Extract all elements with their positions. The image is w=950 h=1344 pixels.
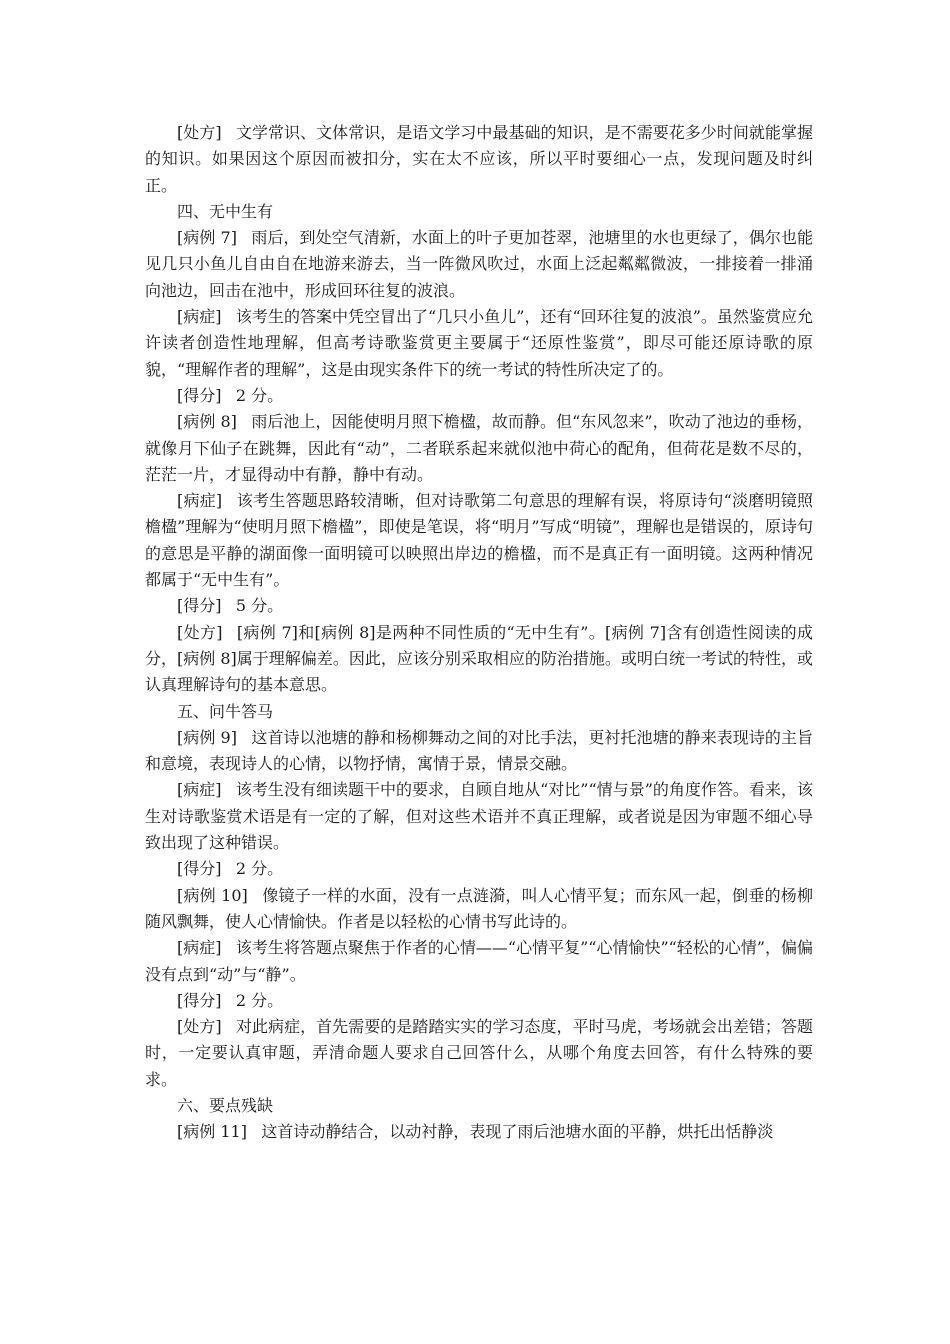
paragraph-text: 该考生将答题点聚焦于作者的心情——“心情平复”“心情愉快”“轻松的心情”，偏偏没有点到“动”与“静”。	[145, 938, 813, 984]
paragraph-tag: [处方]	[177, 1017, 222, 1037]
paragraph-tag: [病症]	[177, 938, 222, 958]
paragraph-score-10	[145, 988, 813, 1014]
paragraph-tag: [病症]	[177, 307, 222, 327]
paragraph-text: 2 分。	[235, 859, 284, 879]
paragraph-prescription-2	[145, 620, 813, 699]
paragraph-text: 5 分。	[235, 596, 284, 616]
paragraph-prescription-1	[145, 120, 813, 199]
paragraph-text: 像镜子一样的水面，没有一点涟漪，叫人心情平复；而东风一起，倒垂的杨柳随风飘舞，使人心情愉快。作者是以轻松的心情书写此诗的。	[145, 885, 813, 931]
section-heading-4: 四、无中生有	[177, 201, 274, 221]
paragraph-tag: [得分]	[177, 385, 222, 405]
paragraph-tag: [处方]	[177, 123, 222, 142]
paragraph-tag: [病例 9]	[177, 727, 237, 747]
paragraph-tag: [处方]	[177, 622, 223, 642]
paragraph-case-9	[145, 725, 813, 778]
paragraph-tag: [病例 10]	[177, 885, 248, 905]
paragraph-case-11	[145, 1119, 813, 1145]
paragraph-tag: [病症]	[177, 491, 223, 511]
paragraph-case-10	[145, 883, 813, 936]
paragraph-score-9	[145, 856, 813, 882]
paragraph-tag: [得分]	[177, 596, 222, 616]
document-body	[145, 120, 813, 1146]
paragraph-tag: [病例 8]	[177, 412, 237, 432]
paragraph-score-8	[145, 593, 813, 619]
section-heading-5: 五、问牛答马	[177, 701, 274, 721]
paragraph-tag: [得分]	[177, 990, 222, 1010]
paragraph-symptom-10	[145, 935, 813, 988]
paragraph-prescription-3	[145, 1014, 813, 1093]
paragraph-case-7	[145, 225, 813, 304]
paragraph-text: 2 分。	[235, 385, 284, 405]
paragraph-text: 该考生没有细读题干中的要求，自顾自地从“对比”“情与景”的角度作答。看来，该生对诗歌鉴赏术语是有一定的了解，但对这些术语并不真正理解，或者说是因为审题不细心导致出现了这种错误。	[145, 780, 813, 853]
paragraph-symptom-8	[145, 488, 813, 593]
paragraph-score-7	[145, 383, 813, 409]
paragraph-text: 对此病症，首先需要的是踏踏实实的学习态度，平时马虎，考场就会出差错；答题时，一定要认真审题，弄清命题人要求自己回答什么，从哪个角度去回答，有什么特殊的要求。	[145, 1017, 813, 1089]
paragraph-text: 该考生答题思路较清晰，但对诗歌第二句意思的理解有误，将原诗句“淡磨明镜照檐楹”理解为“使明月照下檐楹”，即使是笔误，将“明月”写成“明镜”，理解也是错误的，原诗句的意思是平静的湖面像一面明镜可以映照出岸边的檐楹，而不是真正有一面明镜。这两种情况都属于“无中生有”。	[145, 491, 813, 590]
paragraph-text: 这首诗以池塘的静和杨柳舞动之间的对比手法，更衬托池塘的静来表现诗的主旨和意境，表现诗人的心情，以物抒情，寓情于景，情景交融。	[145, 727, 813, 774]
section-heading-6: 六、要点残缺	[177, 1095, 274, 1115]
paragraph-text: 2 分。	[235, 990, 284, 1010]
paragraph-tag: [得分]	[177, 859, 222, 879]
paragraph-text: [病例 7]和[病例 8]是两种不同性质的“无中生有”。[病例 7]含有创造性阅读的成分，[病例 8]属于理解偏差。因此，应该分别采取相应的防治措施。或明白统一考试的特性，或认真理解诗句的基本意思。	[145, 622, 813, 695]
paragraph-text: 这首诗动静结合，以动衬静，表现了雨后池塘水面的平静，烘托出恬静淡	[261, 1122, 774, 1142]
paragraph-symptom-9	[145, 777, 813, 856]
paragraph-text: 文学常识、文体常识，是语文学习中最基础的知识，是不需要花多少时间就能掌握的知识。如果因这个原因而被扣分，实在太不应该，所以平时要细心一点，发现问题及时纠正。	[145, 123, 813, 195]
paragraph-symptom-7	[145, 304, 813, 383]
paragraph-text: 雨后，到处空气清新，水面上的叶子更加苍翠，池塘里的水也更绿了，偶尔也能见几只小鱼儿自由自在地游来游去，当一阵微风吹过，水面上泛起粼粼微波，一排接着一排涌向池边，回击在池中，形成回环往复的波浪。	[145, 228, 813, 300]
paragraph-tag: [病例 11]	[177, 1122, 247, 1142]
paragraph-tag: [病例 7]	[177, 228, 237, 248]
paragraph-text: 雨后池上，因能使明月照下檐楹，故而静。但“东风忽来”，吹动了池边的垂杨，就像月下仙子在跳舞，因此有“动”，二者联系起来就似池中荷心的配角，但荷花是数不尽的，茫茫一片，才显得动中有静，静中有动。	[145, 412, 813, 484]
paragraph-tag: [病症]	[177, 780, 222, 800]
paragraph-text: 该考生的答案中凭空冒出了“几只小鱼儿”，还有“回环往复的波浪”。虽然鉴赏应允许读者创造性地理解，但高考诗歌鉴赏更主要属于“还原性鉴赏”，即尽可能还原诗歌的原貌，“理解作者的理解”，这是由现实条件下的统一考试的特性所决定了的。	[145, 307, 813, 379]
paragraph-case-8	[145, 409, 813, 488]
